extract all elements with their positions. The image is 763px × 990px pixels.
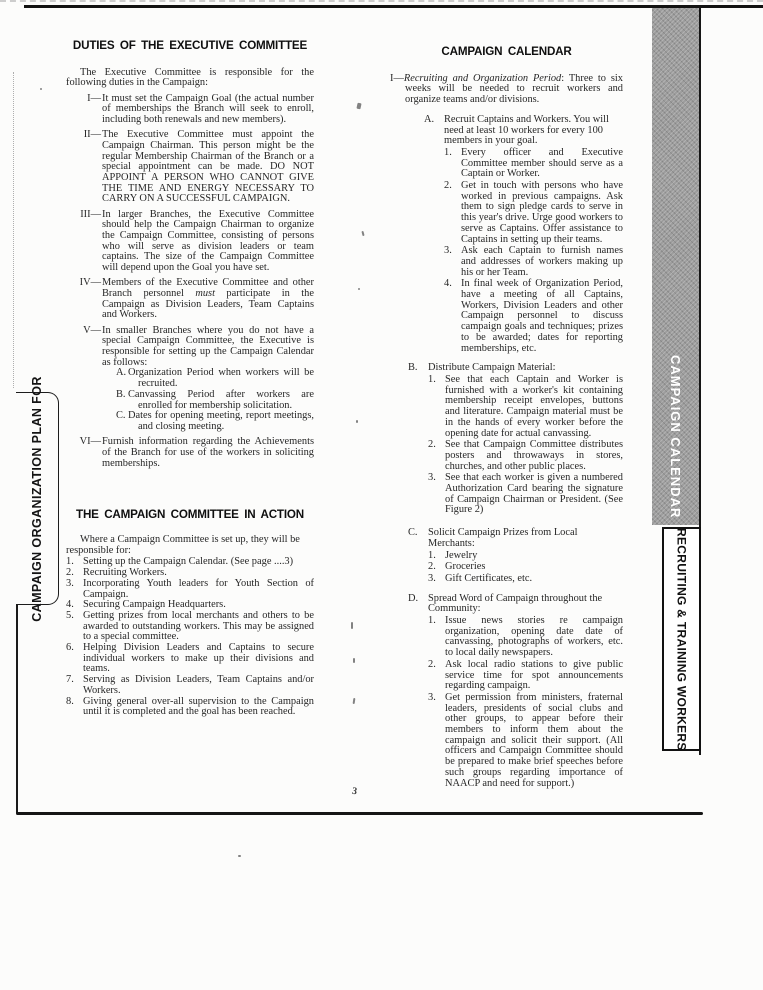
section-c	[408, 528, 623, 585]
item-text: See that each worker is given a numbered Authorization Card bearing the signature of Campaign Chairman or President. (See Figure 2)	[445, 472, 623, 516]
section-item	[444, 148, 623, 180]
scan-artifact	[356, 103, 361, 110]
item-text: Ask local radio stations to give public service time for spot announcements regarding campaign.	[445, 658, 623, 692]
item-number: 1.	[428, 373, 436, 385]
item-number: 1.	[428, 549, 436, 561]
duty-text: In larger Branches, the Executive Committee should help the Campaign Chairman to organize the Campaign Committee, consisting of persons who will serve as division leaders or team captains. The size of the Campaign Committee will depend upon the Goal you have set.	[102, 208, 314, 274]
bottom-border-rule	[16, 812, 703, 815]
sub-item-label: C.	[116, 410, 126, 422]
section-item	[444, 181, 623, 245]
action-number: 2.	[66, 567, 74, 579]
item-number: 2.	[444, 180, 452, 192]
section-label: D.	[408, 592, 419, 604]
sub-item-text: Canvassing Period after workers are enrolled for membership solicitation.	[128, 388, 314, 411]
right-white-tab	[662, 527, 701, 751]
item-text: See that Campaign Committee distributes posters and throwaways in stores, churches, and other public places.	[445, 439, 623, 472]
item-number: 4.	[444, 278, 452, 290]
duty-numeral: I—	[87, 92, 101, 104]
section-item	[428, 440, 623, 472]
column-left	[66, 40, 314, 718]
section-item	[428, 616, 623, 659]
period-title: Recruiting and Organization Period	[403, 72, 562, 84]
action-number: 5.	[66, 609, 74, 621]
heading-committee-action: THE CAMPAIGN COMMITTEE IN ACTION	[76, 507, 304, 522]
action-text: Incorporating Youth leaders for Youth Section of Campaign.	[83, 577, 314, 600]
duty-item	[66, 210, 314, 274]
action-text: Securing Campaign Headquarters.	[83, 599, 226, 611]
section-label: C.	[408, 527, 418, 539]
sub-item-label: B.	[116, 388, 126, 400]
section-item	[428, 693, 623, 789]
item-number: 3.	[428, 572, 436, 584]
recruiting-period-paragraph	[390, 74, 623, 106]
sub-item-text: Organization Period when workers will be recruited.	[128, 367, 314, 390]
item-text: Every officer and Executive Committee member should serve as a Captain or Worker.	[461, 146, 623, 180]
duty-text	[102, 278, 314, 321]
committee-intro: Where a Campaign Committee is set up, they will be responsible for:	[66, 534, 300, 556]
column-right	[390, 46, 623, 789]
action-item	[66, 579, 314, 600]
duty-text: The Executive Committee must appoint the Campaign Chairman. This person might be the regular Membership Chairman of the Branch or a special appointment can be made. DO NOT APPOINT A PERSON WHO CANNOT GIVE THE TIME AND ENERGY NECESSARY TO CARRY ON A SUCCESSFUL CAMPAIGN.	[102, 129, 314, 205]
item-number: 3.	[428, 472, 436, 484]
left-dotted-rule	[13, 72, 14, 388]
section-b	[408, 363, 623, 516]
duty-item	[66, 278, 314, 321]
left-tab-label: CAMPAIGN ORGANIZATION PLAN FOR	[30, 375, 44, 622]
scan-artifact	[351, 622, 353, 629]
section-item	[428, 375, 623, 439]
period-text: : Three to six weeks will be needed to recruit workers and organize teams and/or divisions.	[405, 72, 623, 106]
item-number: 1.	[444, 146, 452, 158]
heading-duties: DUTIES OF THE EXECUTIVE COMMITTEE	[72, 38, 308, 52]
action-number: 4.	[66, 599, 74, 611]
action-item	[66, 643, 314, 675]
action-text: Giving general over-all supervision to the Campaign until it is completed and the goal has been reached.	[83, 695, 314, 718]
section-label: A.	[424, 113, 435, 125]
item-text: Gift Certificates, etc.	[445, 572, 533, 584]
item-text: See that each Captain and Worker is furnished with a worker's kit containing membership receipt envelopes, buttons and literature. Campaign material must be in the hands of every worker before the opening date for actual canvassing.	[445, 373, 623, 439]
action-text: Setting up the Campaign Calendar. (See page ....3)	[83, 556, 294, 568]
section-label: B.	[408, 362, 418, 374]
action-number: 6.	[66, 642, 74, 654]
duty-numeral: II—	[83, 129, 101, 141]
duty-text-pre: Members of the Executive Committee and other Branch personnel	[102, 277, 314, 300]
duty-item	[66, 130, 314, 205]
page-number: 3	[351, 785, 358, 798]
actions-list	[66, 557, 314, 718]
action-item	[66, 675, 314, 696]
action-item	[66, 611, 314, 643]
scan-artifact	[40, 88, 42, 90]
duties-intro: The Executive Committee is responsible for the following duties in the Campaign:	[66, 66, 314, 89]
duty-text-italic: must	[195, 288, 215, 300]
scan-artifact	[361, 231, 364, 236]
scan-artifact	[356, 420, 358, 423]
section-body	[428, 594, 623, 790]
calendar-sub-item	[102, 411, 314, 432]
action-number: 7.	[66, 674, 74, 686]
duty-text	[102, 326, 314, 433]
item-text: Jewelry	[445, 549, 478, 561]
section-body	[428, 363, 623, 516]
action-text: Serving as Division Leaders, Team Captains and/or Workers.	[83, 674, 314, 696]
section-body	[444, 115, 623, 354]
item-text: Groceries	[445, 561, 486, 573]
white-tab-label: RECRUITING & TRAINING WORKERS	[674, 527, 689, 751]
section-item	[428, 562, 623, 573]
section-intro: Distribute Campaign Material:	[428, 362, 556, 374]
scan-artifact	[358, 288, 360, 290]
item-number: 1.	[428, 615, 436, 627]
scan-artifact	[353, 658, 355, 663]
item-number: 2.	[428, 439, 436, 451]
duty-text-intro: In smaller Branches where you do not have a special Campaign Committee, the Executive is responsible for setting up the Campaign Calendar as follows:	[102, 324, 314, 368]
calendar-sub-item	[102, 368, 314, 389]
duty-numeral: V—	[83, 324, 101, 336]
section-item	[428, 473, 623, 516]
sub-item-label: A.	[116, 367, 127, 379]
sub-item-text: Dates for opening meeting, report meetings, and closing meeting.	[128, 410, 314, 432]
action-text: Recruiting Workers.	[83, 567, 167, 579]
item-text: Get permission from ministers, fraternal leaders, presidents of social clubs and other groups, to appear before their members to inform them about the campaign and solicit their support. (All officers and Campaign Committee should be prepared to make brief speeches before such groups regarding importance of NAACP and need for support.)	[445, 691, 623, 789]
section-d	[408, 594, 623, 790]
duty-item	[66, 94, 314, 126]
action-text: Helping Division Leaders and Captains to secure individual workers to make up their divisions and teams.	[83, 642, 314, 675]
action-text: Getting prizes from local merchants and others to be awarded to outstanding workers. This may be assigned to a special committee.	[83, 609, 314, 643]
item-number: 3.	[444, 245, 452, 257]
left-index-tab	[16, 375, 59, 622]
item-number: 3.	[428, 691, 436, 703]
section-item	[444, 246, 623, 278]
section-intro: Spread Word of Campaign throughout the Community:	[428, 592, 603, 615]
duty-text-post: participate in the Campaign as Division Leaders, Team Captains and Workers.	[102, 288, 314, 321]
item-text: In final week of Organization Period, have a meeting of all Captains, Workers, Division Leaders and other Campaign personnel to discuss campaign goals and techniques; prizes to be awarded; dates for reporting memberships, etc.	[461, 278, 623, 354]
item-text: Issue news stories re campaign organization, opening date date of canvassing, photographs of workers, etc. to local daily newspapers.	[445, 615, 623, 659]
action-number: 3.	[66, 577, 74, 589]
item-number: 2.	[428, 658, 436, 670]
section-body	[428, 528, 623, 585]
section-intro: Recruit Captains and Workers. You will need at least 10 workers for every 100 members in your goal.	[444, 113, 609, 147]
duty-numeral: IV—	[79, 277, 101, 289]
action-item	[66, 697, 314, 718]
section-a	[424, 115, 623, 354]
duty-numeral: III—	[80, 208, 101, 220]
item-text: Ask each Captain to furnish names and addresses of workers making up his or her Team.	[461, 245, 623, 278]
item-text: Get in touch with persons who have worked in previous campaigns. Ask them to sign pledge cards to serve in this year's drive. Urge good workers to serve as Captains. Offer assistance to Captains in setting up their teams.	[461, 180, 623, 245]
period-numeral: I—	[390, 72, 404, 84]
calendar-sub-item	[102, 390, 314, 411]
duties-list	[66, 94, 314, 470]
action-number: 1.	[66, 556, 74, 568]
duty-text: Furnish information regarding the Achievements of the Branch for use of the workers in soliciting memberships.	[102, 436, 314, 469]
section-item	[444, 279, 623, 354]
section-intro: Solicit Campaign Prizes from Local Merchants:	[428, 527, 578, 549]
section-item	[428, 660, 623, 692]
action-number: 8.	[66, 695, 74, 707]
duty-text: It must set the Campaign Goal (the actual number of memberships the Branch will seek to enroll, including both renewals and new members).	[102, 92, 314, 126]
calendar-sub-list	[102, 368, 314, 432]
section-item	[428, 574, 623, 585]
right-gray-strip	[652, 8, 699, 525]
duty-item	[66, 326, 314, 433]
scan-artifact	[353, 698, 356, 704]
gray-strip-label: CAMPAIGN CALENDAR	[668, 354, 683, 518]
duty-numeral: VI—	[79, 436, 101, 448]
heading-calendar: CAMPAIGN CALENDAR	[441, 44, 572, 58]
item-number: 2.	[428, 561, 436, 573]
scan-artifact	[238, 855, 241, 857]
section-item	[428, 551, 623, 562]
top-dashed-edge	[0, 0, 763, 2]
duty-item	[66, 437, 314, 469]
